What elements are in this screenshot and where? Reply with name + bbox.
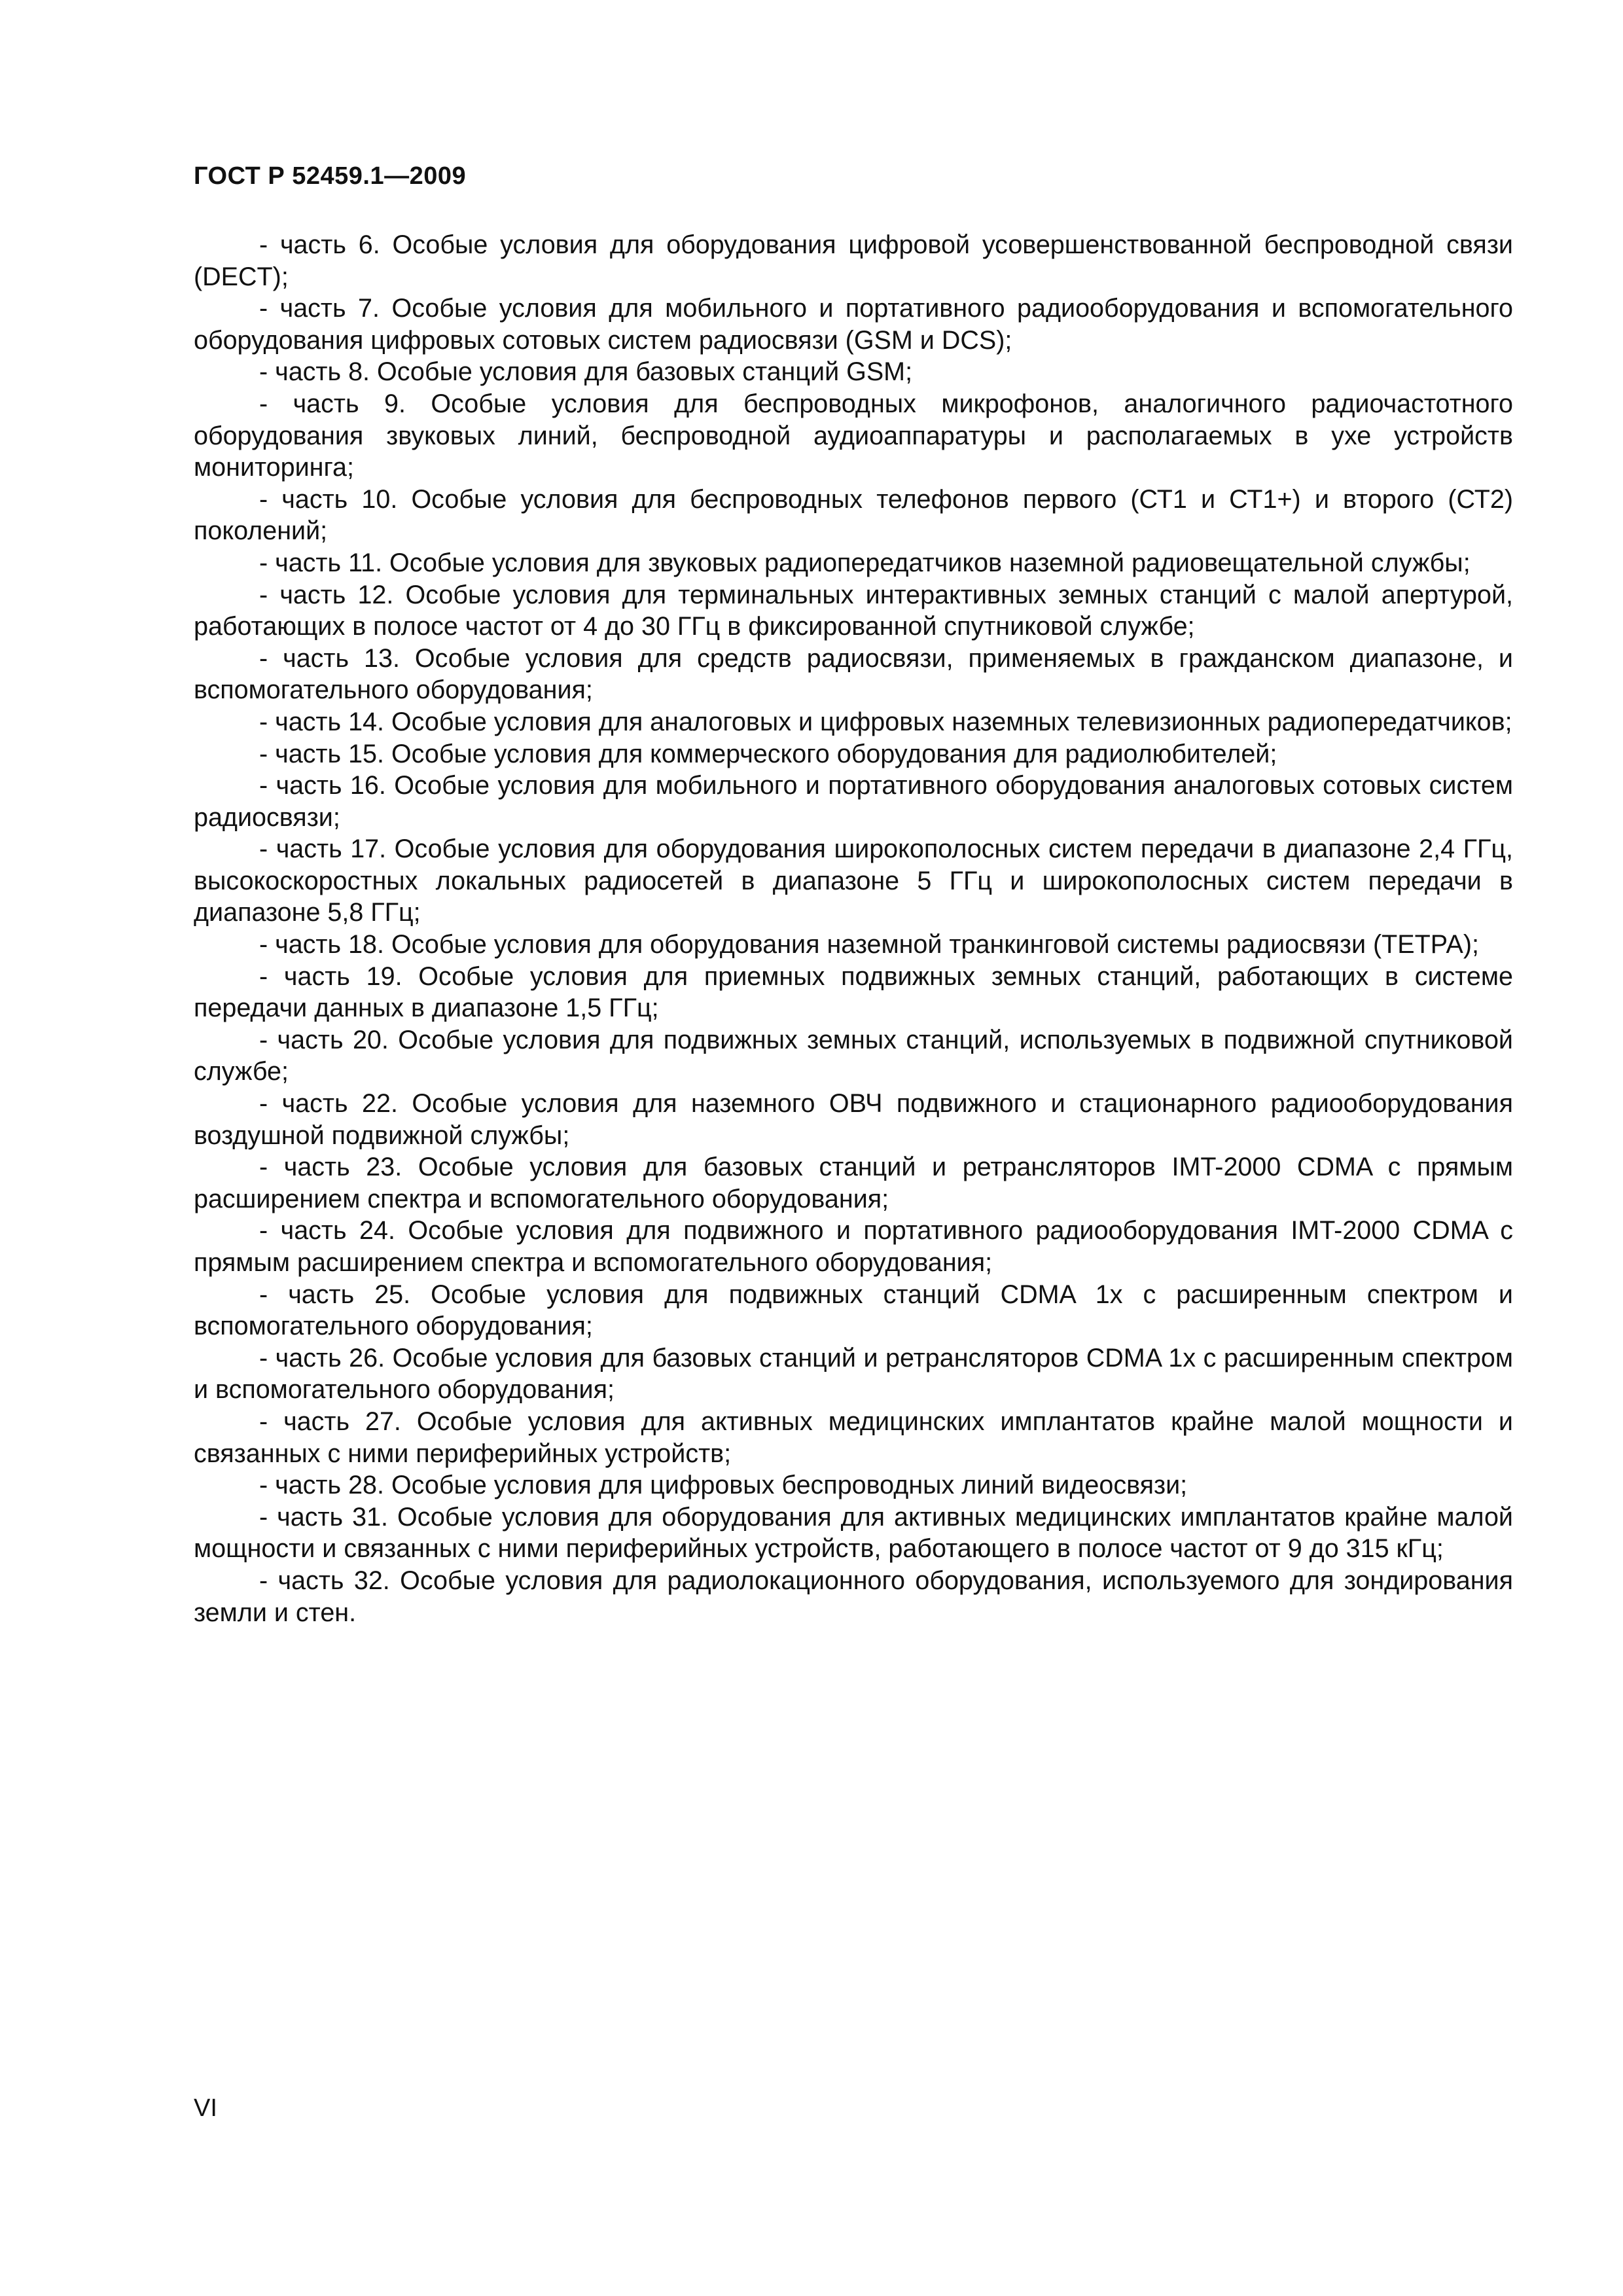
- list-item: - часть 12. Особые условия для терминальных интерактивных земных станций с малой апертурой, работающих в полосе частот от 4 до 30 ГГц в фиксированной спутниковой службе;: [194, 580, 1513, 641]
- list-item: - часть 18. Особые условия для оборудования наземной транкинговой системы радиосвязи (ТЕТРА);: [259, 930, 1479, 960]
- list-item: - часть 19. Особые условия для приемных подвижных земных станций, работающих в системе передачи данных в диапазоне 1,5 ГГц;: [194, 961, 1513, 1023]
- list-item: - часть 23. Особые условия для базовых станций и ретрансляторов IMT-2000 CDMA с прямым расширением спектра и вспомогательного оборудования;: [194, 1153, 1513, 1213]
- list-item: - часть 13. Особые условия для средств радиосвязи, применяемых в гражданском диапазоне, и вспомогательного оборудования;: [194, 643, 1513, 705]
- list-item: - часть 20. Особые условия для подвижных земных станций, используемых в подвижной спутниковой службе;: [194, 1025, 1513, 1086]
- list-item: - часть 26. Особые условия для базовых станций и ретрансляторов CDMA 1х с расширенным спектром и вспомогательного оборудования;: [194, 1343, 1513, 1405]
- document-header: [194, 162, 466, 190]
- list-item: - часть 14. Особые условия для аналоговых и цифровых наземных телевизионных радиопередатчиков;: [259, 707, 1512, 736]
- list-item: - часть 17. Особые условия для оборудования широкополосных систем передачи в диапазоне 2,4 ГГц, высокоскоростных локальных радиосетей в диапазоне 5 ГГц и широкополосных систем передачи в диапазоне 5,8 ГГц;: [194, 834, 1513, 927]
- list-item: - часть 24. Особые условия для подвижного и портативного радиооборудования IMT-2000 CDMA с прямым расширением спектра и вспомогательного оборудования;: [194, 1216, 1513, 1277]
- list-item: - часть 15. Особые условия для коммерческого оборудования для радиолюбителей;: [259, 739, 1277, 768]
- standard-id: ГОСТ Р 52459.1—2009: [194, 162, 467, 190]
- list-item: - часть 31. Особые условия для оборудования для активных медицинских имплантатов крайне малой мощности и связанных с ними периферийных устройств, работающего в полосе частот от 9 до 315 кГц;: [194, 1502, 1513, 1564]
- list-item: - часть 7. Особые условия для мобильного и портативного радиооборудования и вспомогательного оборудования цифровых сотовых систем радиосвязи (GSM и DCS);: [194, 294, 1513, 355]
- list-item: - часть 10. Особые условия для беспроводных телефонов первого (СТ1 и СТ1+) и второго (СТ2) поколений;: [194, 484, 1513, 546]
- list-item: - часть 27. Особые условия для активных медицинских имплантатов крайне малой мощности и связанных с ними периферийных устройств;: [194, 1407, 1513, 1468]
- document-body: [194, 229, 1513, 1628]
- list-item: - часть 22. Особые условия для наземного ОВЧ подвижного и стационарного радиооборудования воздушной подвижной службы;: [194, 1089, 1513, 1150]
- list-item: - часть 25. Особые условия для подвижных станций CDMA 1х с расширенным спектром и вспомогательного оборудования;: [194, 1280, 1513, 1341]
- page-number: VI: [194, 2094, 217, 2122]
- list-item: - часть 32. Особые условия для радиолокационного оборудования, используемого для зондирования земли и стен.: [194, 1566, 1513, 1627]
- list-item: - часть 16. Особые условия для мобильного и портативного оборудования аналоговых сотовых систем радиосвязи;: [194, 771, 1513, 832]
- list-item: - часть 9. Особые условия для беспроводных микрофонов, аналогичного радиочастотного оборудования звуковых линий, беспроводной аудиоаппаратуры и располагаемых в ухе устройств мониторинга;: [194, 389, 1513, 482]
- list-item: - часть 28. Особые условия для цифровых беспроводных линий видеосвязи;: [259, 1471, 1188, 1500]
- list-item: - часть 8. Особые условия для базовых станций GSM;: [259, 357, 913, 387]
- list-item: - часть 11. Особые условия для звуковых радиопередатчиков наземной радиовещательной службы;: [259, 548, 1471, 577]
- list-item: - часть 6. Особые условия для оборудования цифровой усовершенствованной беспроводной связи (DECT);: [194, 230, 1513, 291]
